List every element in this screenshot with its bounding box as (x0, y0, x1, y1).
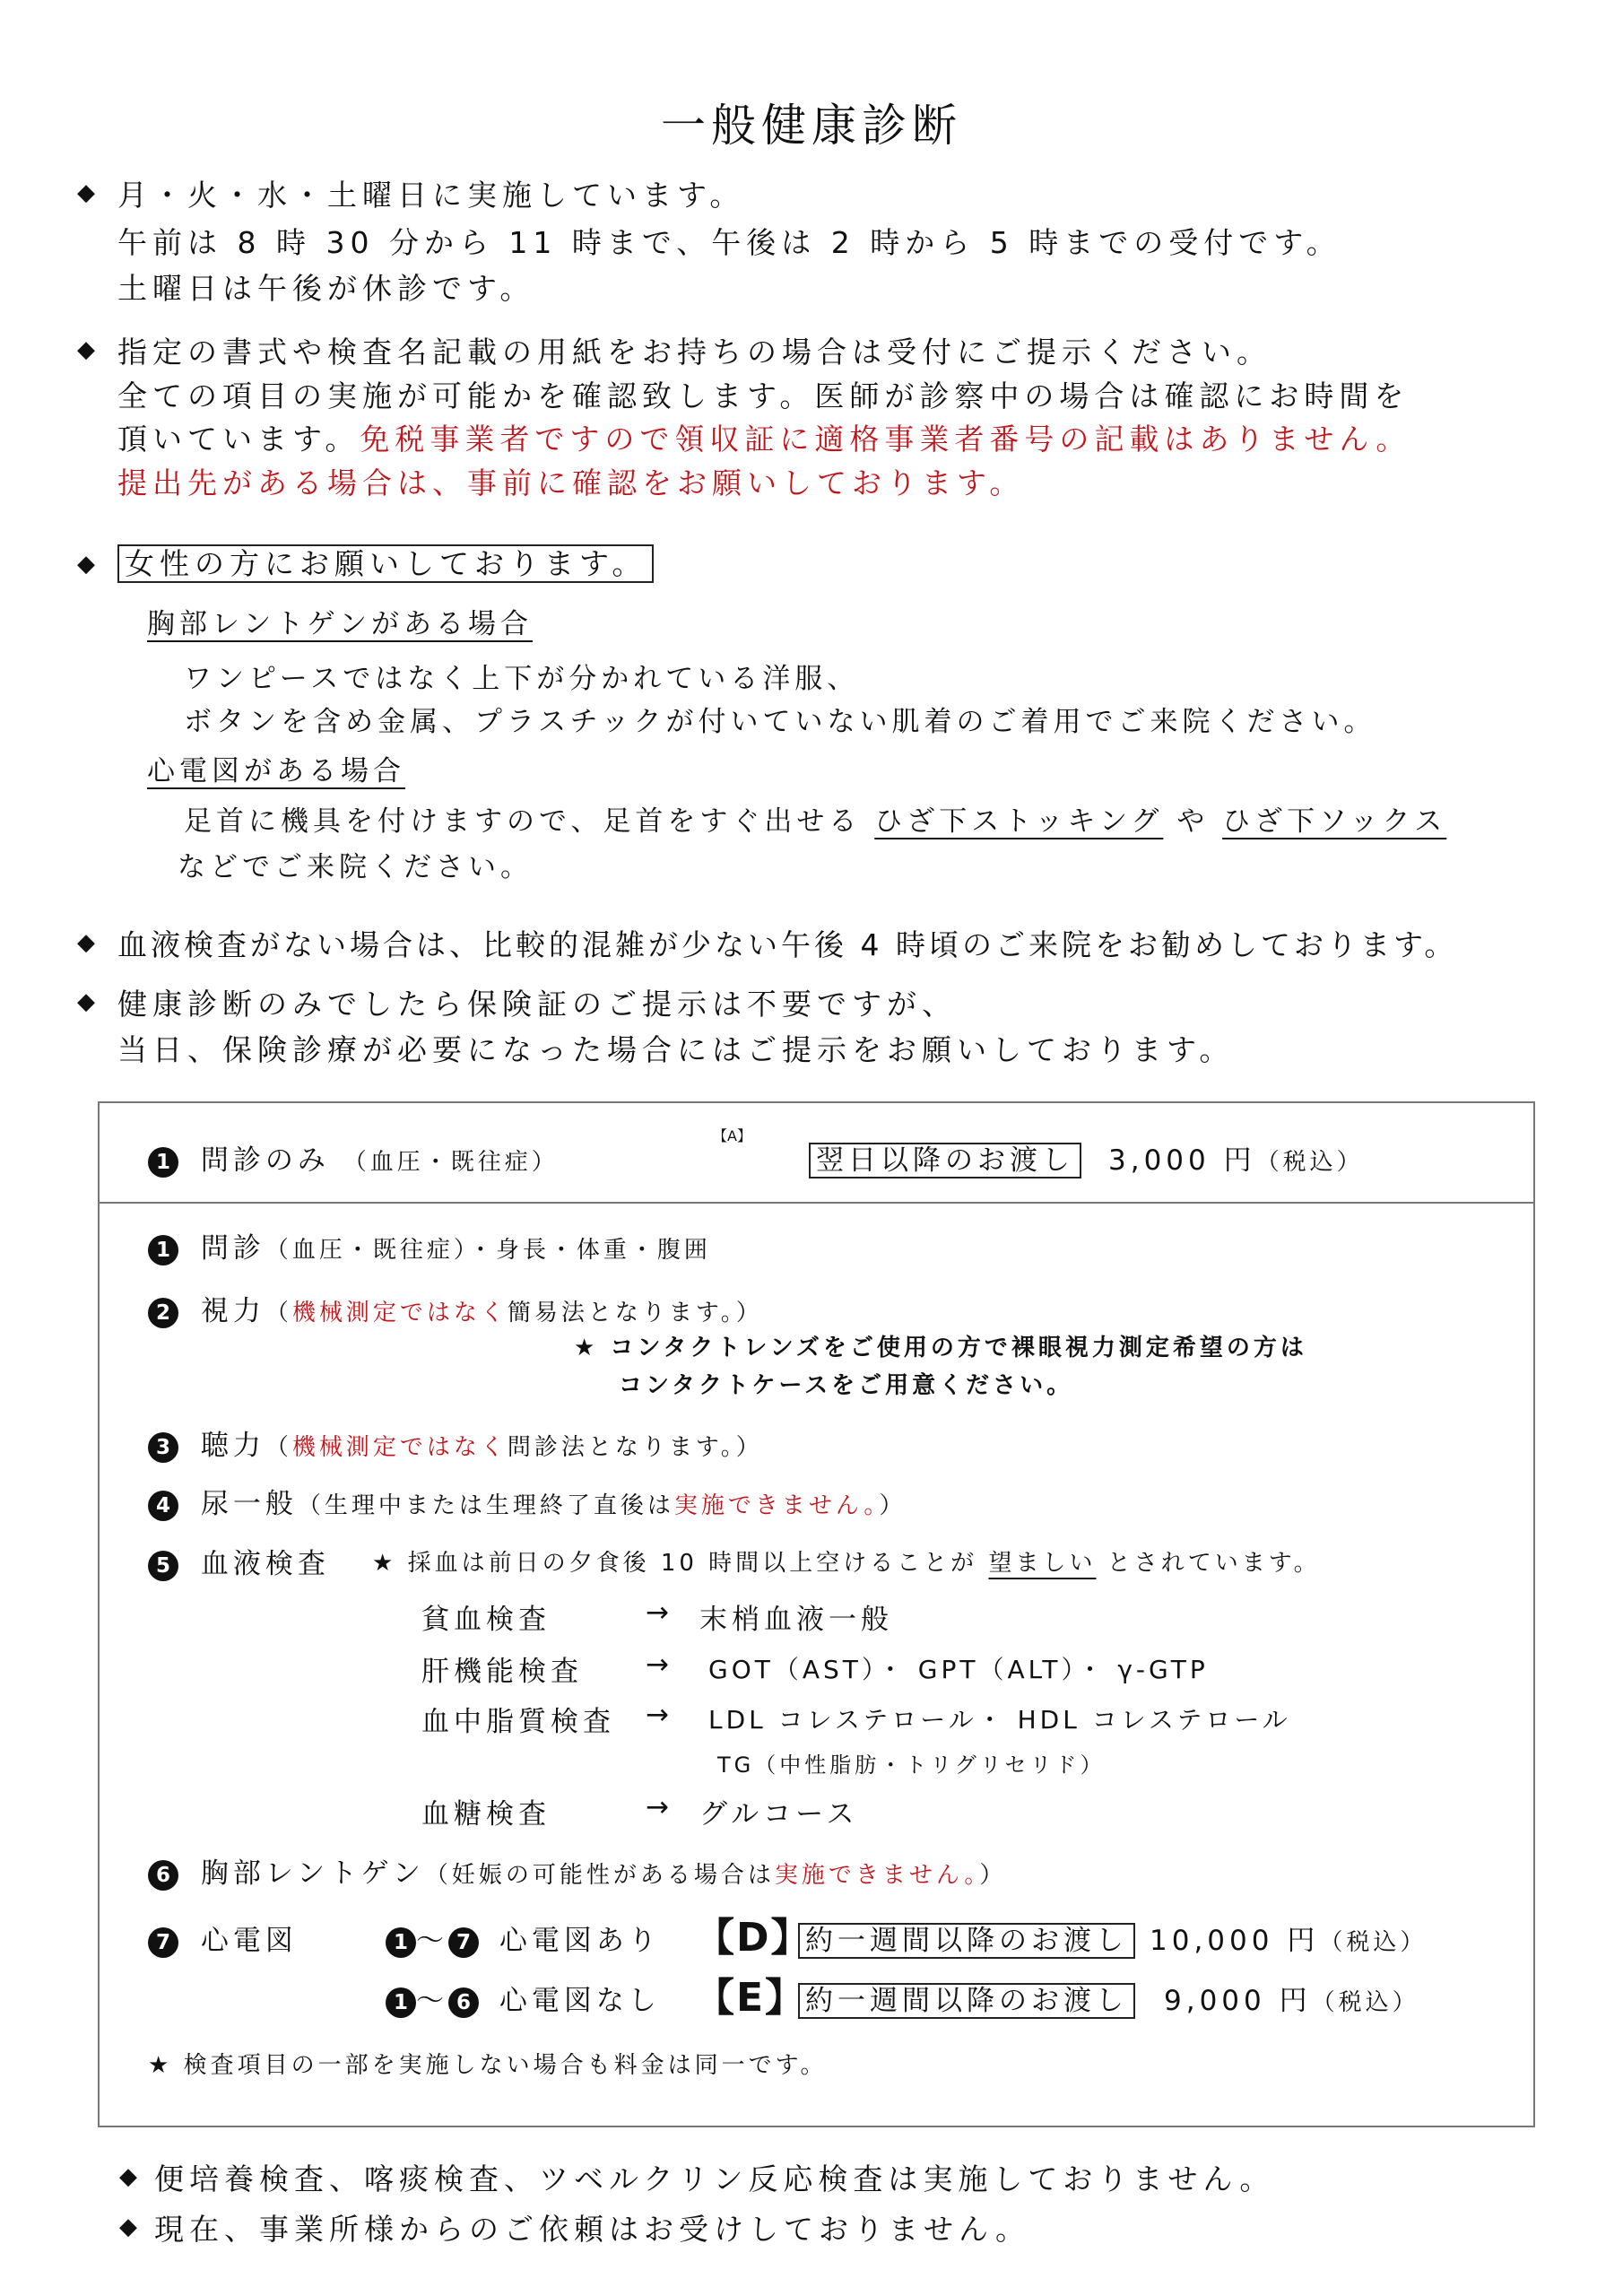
item-2-red: 機械測定ではなく (291, 1300, 508, 1326)
chest-xray-line-1: ワンピースではなく上下が分かれている洋服、 (184, 663, 860, 695)
plan-e-price (1164, 1978, 1419, 2018)
submission-notice-text: 提出先がある場合は、事前に確認をお願いしております。 (117, 465, 1025, 500)
blood-row-value: 末梢血液一般 (699, 1604, 893, 1636)
plan-a-delivery-box: 翌日以降のお渡し (809, 1143, 1081, 1178)
plan-a-price-value: 3,000 円 (1108, 1144, 1256, 1177)
item-4-red: 実施できません。 (673, 1492, 880, 1519)
item-6-close: ） (979, 1862, 1007, 1889)
contact-lens-note-1: ★ コンタクトレンズをご使用の方で裸眼視力測定希望の方は (574, 1335, 1307, 1361)
forms-line-3 (117, 416, 1410, 458)
chest-xray-heading: 胸部レントゲンがある場合 (147, 608, 533, 640)
bullet-diamond-icon: ◆ (119, 2213, 137, 2240)
blood-row-value: GOT（AST）・ GPT（ALT）・ γ-GTP (708, 1655, 1209, 1684)
item-5-note-c: とされています。 (1107, 1550, 1321, 1577)
item-1-row (148, 1225, 711, 1265)
forms-line-2: 全ての項目の実施が可能かを確認致します。医師が診察中の場合は確認にお時間を (117, 378, 1410, 413)
plan-e-range (386, 1978, 661, 2018)
forms-line-1: 指定の書式や検査名記載の用紙をお持ちの場合は受付にご提示ください。 (117, 335, 1271, 370)
women-heading (117, 541, 654, 583)
insurance-line-1: 健康診断のみでしたら保険証のご提示は不要ですが、 (117, 987, 957, 1022)
item-5-label: 血液検査 (200, 1548, 330, 1580)
plan-d-label: 心電図あり (499, 1925, 661, 1957)
footer-line-1: 便培養検査、喀痰検査、ツベルクリン反応検査は実施しておりません。 (154, 2161, 1275, 2196)
plan-e-code: 【E】 (695, 1975, 807, 2021)
item-2-row (148, 1288, 763, 1328)
plan-d-code: 【D】 (695, 1915, 812, 1961)
item-6-open: （妊娠の可能性がある場合は (424, 1862, 775, 1889)
item-2-label: 視力 (200, 1295, 265, 1327)
plan-d-delivery-box: 約一週間以降のお渡し (798, 1923, 1135, 1959)
footer-line-2: 現在、事業所様からのご依頼はお受けしておりません。 (154, 2212, 1030, 2247)
bullet-diamond-icon: ◆ (77, 179, 95, 206)
plan-d-delivery (798, 1918, 1135, 1958)
number-2-icon: 2 (148, 1298, 178, 1328)
item-5-row (148, 1541, 330, 1581)
plan-a-detail: （血圧・既往症） (343, 1149, 559, 1176)
item-6-label: 胸部レントゲン (200, 1857, 425, 1890)
plan-a-code: 【A】 (713, 1127, 751, 1144)
plan-e-delivery-box: 約一週間以降のお渡し (798, 1983, 1135, 2019)
number-6-icon: 6 (148, 1860, 178, 1891)
item-7-label: 心電図 (200, 1925, 298, 1957)
number-4-icon: 4 (148, 1491, 178, 1521)
item-2-open: （ (265, 1300, 292, 1326)
blood-row-arrow: → (646, 1699, 673, 1731)
number-1-icon: 1 (148, 1235, 178, 1265)
price-footnote: ★ 検査項目の一部を実施しない場合も料金は同一です。 (148, 2052, 828, 2079)
plan-d-price (1150, 1918, 1427, 1958)
blood-row-name: 貧血検査 (421, 1604, 551, 1636)
number-5-icon: 5 (148, 1551, 178, 1581)
item-3-open: （ (265, 1434, 292, 1461)
page-title: 一般健康診断 (661, 100, 962, 152)
bullet-diamond-icon: ◆ (77, 551, 95, 578)
plan-e-tax: （税込） (1311, 1989, 1419, 2016)
tilde-text: ～ (416, 1925, 448, 1957)
blood-row-name: 血中脂質検査 (421, 1706, 615, 1738)
item-1-detail: （血圧・既往症）・身長・体重・腹囲 (265, 1237, 711, 1264)
item-7-row (148, 1918, 298, 1958)
blood-row-arrow: → (646, 1791, 673, 1823)
women-heading-box: 女性の方にお願いしております。 (117, 544, 654, 583)
blood-row-name: 血糖検査 (421, 1798, 551, 1831)
insurance-line-2: 当日、保険診療が必要になった場合にはご提示をお願いしております。 (117, 1032, 1235, 1067)
number-7-icon: 7 (448, 1927, 479, 1958)
plan-a-delivery (809, 1137, 1081, 1178)
plan-d-tax: （税込） (1319, 1929, 1428, 1956)
plan-a-label: 問診のみ (200, 1144, 330, 1177)
item-3-row (148, 1422, 763, 1463)
tilde-text: ～ (416, 1985, 448, 2017)
ecg-line-1 (184, 798, 1446, 839)
ecg-line-2: などでご来院ください。 (178, 851, 533, 883)
plan-d-price-value: 10,000 円 (1150, 1925, 1320, 1957)
number-7-icon: 7 (148, 1927, 178, 1958)
blood-row-value: グルコース (699, 1798, 859, 1831)
item-5-note-b: 望ましい (988, 1550, 1097, 1577)
hours-line-2: 午前は 8 時 30 分から 11 時まで、午後は 2 時から 5 時までの受付です。 (117, 225, 1341, 260)
plan-a-tax: （税込） (1255, 1149, 1364, 1176)
hours-line-1: 月・火・水・土曜日に実施しています。 (117, 178, 745, 213)
plan-a-price (1108, 1137, 1364, 1178)
item-4-row (148, 1481, 906, 1521)
item-4-label: 尿一般 (200, 1488, 298, 1520)
knee-socks-text: ひざ下ソックス (1222, 805, 1447, 838)
plan-e-delivery (798, 1978, 1135, 2018)
item-6-red: 実施できません。 (774, 1862, 980, 1889)
forms-line-3-black: 頂いています。 (117, 422, 360, 457)
item-2-rest: 簡易法となります。） (507, 1300, 763, 1326)
item-3-label: 聴力 (200, 1430, 265, 1462)
knee-stockings-text: ひざ下ストッキング (874, 805, 1164, 838)
blood-row-name: 肝機能検査 (421, 1656, 583, 1688)
blood-test-visit-line: 血液検査がない場合は、比較的混雑が少ない午後 4 時頃のご来院をお勧めしております。 (117, 927, 1458, 962)
ecg-line-1-text: 足首に機具を付けますので、足首をすぐ出せる (184, 805, 862, 838)
hours-line-3: 土曜日は午後が休診です。 (117, 271, 535, 306)
blood-row-value-tg: TG（中性脂肪・トリグリセリド） (717, 1752, 1106, 1778)
plan-d-range (386, 1918, 661, 1958)
number-6-icon: 6 (448, 1987, 479, 2018)
blood-row-arrow: → (646, 1648, 673, 1681)
item-3-rest: 問診法となります。） (507, 1434, 763, 1461)
item-1-label: 問診 (200, 1232, 265, 1265)
number-1-icon: 1 (148, 1147, 178, 1178)
ecg-heading: 心電図がある場合 (147, 755, 405, 787)
blood-row-value: LDL コレステロール・ HDL コレステロール (708, 1705, 1291, 1735)
number-3-icon: 3 (148, 1432, 178, 1463)
number-1-icon: 1 (386, 1987, 416, 2018)
bullet-diamond-icon: ◆ (77, 336, 95, 363)
tax-notice-text: 免税事業者ですので領収証に適格事業者番号の記載はありません。 (360, 422, 1411, 457)
blood-row-arrow: → (646, 1596, 673, 1629)
bullet-diamond-icon: ◆ (119, 2163, 137, 2190)
item-6-row (148, 1850, 1006, 1891)
bullet-diamond-icon: ◆ (77, 988, 95, 1015)
plan-e-price-value: 9,000 円 (1164, 1985, 1312, 2017)
contact-lens-note-2: コンタクトケースをご用意ください。 (619, 1372, 1074, 1399)
item-3-red: 機械測定ではなく (291, 1434, 508, 1461)
item-5-note (372, 1544, 1321, 1578)
plan-e-label: 心電図なし (499, 1985, 661, 2017)
item-5-note-a: ★ 採血は前日の夕食後 10 時間以上空けることが (372, 1550, 978, 1577)
panel-divider (98, 1202, 1535, 1204)
item-4-open: （生理中または生理終了直後は (297, 1492, 674, 1519)
item-4-close: ） (879, 1492, 907, 1519)
bullet-diamond-icon: ◆ (77, 929, 95, 956)
number-1-icon: 1 (386, 1927, 416, 1958)
plan-a-row (148, 1137, 559, 1178)
ecg-or-text: や (1176, 805, 1210, 838)
chest-xray-line-2: ボタンを含め金属、プラスチックが付いていない肌着のご着用でご来院ください。 (184, 706, 1376, 738)
